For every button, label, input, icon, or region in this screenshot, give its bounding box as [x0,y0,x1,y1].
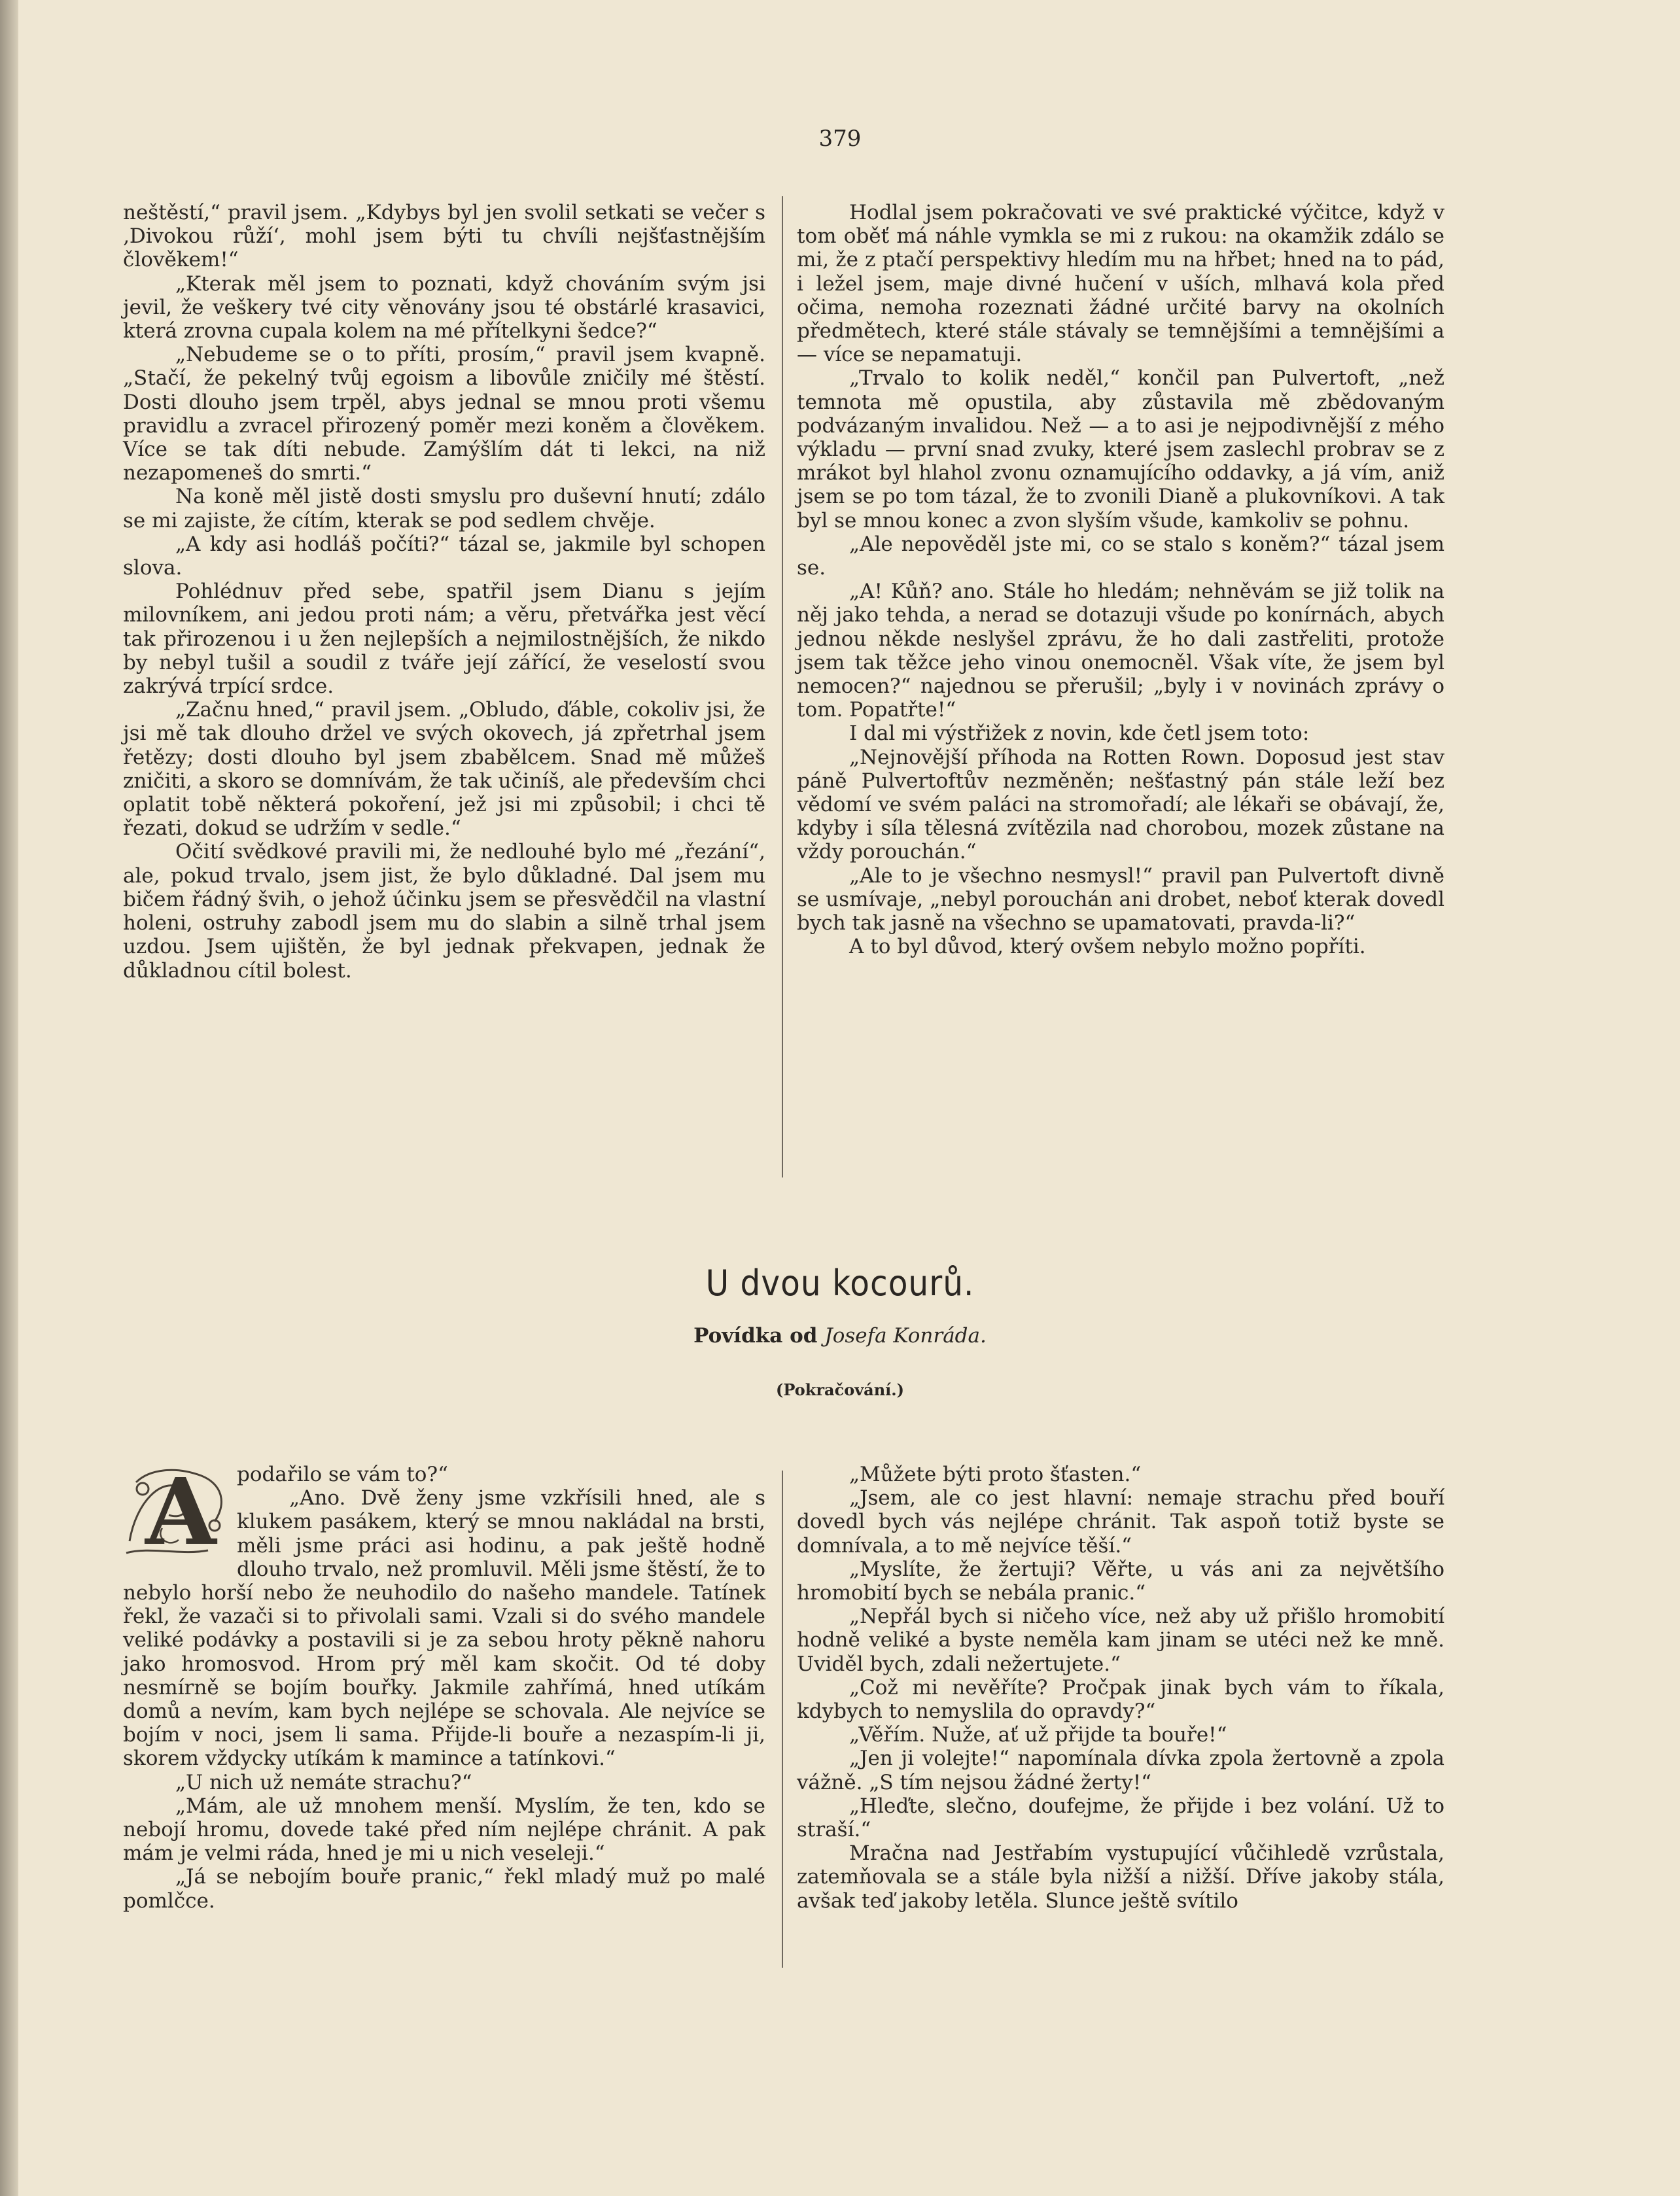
story-left-column [123,1459,765,1913]
ornamental-initial [123,1459,233,1566]
paragraph: „Ale to je všechno nesmysl!“ pravil pan Pulvertoft divně se usmívaje, „nebyl porouchán ani drobet, neboť kterak dovedl bych tak jasně na všechno se upamatovati, pravda-li?“ [797,863,1444,935]
story-title: U dvou kocourů. [705,1263,975,1304]
first-paragraph-text: podařilo se vám to?“ [237,1463,448,1486]
dropcap-letter: A [145,1459,217,1566]
subtitle-prefix: Povídka od [693,1324,818,1348]
top-right-column [797,201,1444,959]
paragraph: „Myslíte, že žertuji? Věřte, u vás ani za největšího hromobití bych se nebála pranic.“ [797,1557,1444,1605]
paragraph: „Nepřál bych si ničeho více, než aby už přišlo hromobití hodně veliké a byste neměla kam jinam se utéci než ke mně. Uviděl bych, zdali nežertujete.“ [797,1605,1444,1676]
paragraph: Na koně měl jistě dosti smyslu pro duševní hnutí; zdálo se mi zajiste, že cítím, kterak se pod sedlem chvěje. [123,485,765,532]
paragraph: „Věřím. Nuže, ať už přijde ta bouře!“ [849,1723,1227,1747]
paragraph: „A kdy asi hodláš počíti?“ tázal se, jakmile byl schopen slova. [123,532,765,580]
paragraph: „Hleďte, slečno, doufejme, že přijde i bez volání. Už to straší.“ [797,1794,1444,1842]
first-paragraph [123,1459,765,1566]
paragraph: „Kterak měl jsem to poznati, když chováním svým jsi jevil, že veškery tvé city věnovány jsou té obstárlé krasavici, která zrovna cupala kolem na mé přítelkyni šedce?“ [123,271,765,343]
page-edge [0,0,18,2196]
paragraph: „Můžete býti proto šťasten.“ [849,1463,1142,1486]
paragraph: „Trvalo to kolik neděl,“ končil pan Pulvertoft, „než temnota mě opustila, aby zůstavila mě zbědovaným podvázaným invalidou. Než — a to asi je nejpodivnější z mého výkladu — první snad zvuky, které jsem zaslechl probrav se z mrákot byl hlahol zvonu oznamujícího oddavky, a já vím, aniž jsem se po tom tázal, že to zvonili Dianě a plukovníkovi. A tak byl se mnou konec a zvon slyším všude, kamkoliv se pohnu. [797,366,1444,532]
paragraph: „U nich už nemáte strachu?“ [175,1770,472,1794]
paragraph: „Ano. Dvě ženy jsme vzkřísili hned, ale s klukem pasákem, který se mnou nakládal na brsti, měli jsme práci asi hodinu, a pak ještě hodně dlouho trvalo, než promluvil. Měli jsme štěstí, že to nebylo horší nebo že neuhodilo do našeho mandele. Tatínek řekl, že vazači si to přivolali sami. Vzali si do svého mandele veliké podávky a postavili si je za sebou hroty pěkně nahoru jako hromosvod. Hrom prý měl kam skočit. Od té doby nesmírně se bojím bouřky. Jakmile zahřímá, hned utíkám domů a nevím, kam bych nejlépe se schovala. Ale nejvíce se bojím v noci, jsem li sama. Přijde-li bouře a nezaspím-li ji, skorem vždycky utíkám k mamince a tatínkovi.“ [123,1486,765,1771]
paragraph: „Začnu hned,“ pravil jsem. „Obludo, ďáble, cokoliv jsi, že jsi mě tak dlouho držel ve svých okovech, já zpřetrhal jsem řetězy; dosti dlouho byl jsem zbabělcem. Snad mě můžeš zničiti, a skoro se domnívám, že tak učiníš, ale především chci oplatit tobě některá pokoření, jež jsi mi způsobil; i chci tě řezati, dokud se udržím v sedle.“ [123,698,765,841]
paragraph: neštěstí,“ pravil jsem. „Kdybys byl jen svolil setkati se večer s ‚Divokou růží‘, mohl jsem býti tu chvíli nejšťastnějším člověkem!“ [123,201,765,272]
paragraph: Očití svědkové pravili mi, že nedlouhé bylo mé „řezání“, ale, pokud trvalo, jsem jist, že bylo důkladné. Dal jsem mu bičem řádný švih, o jehož účinku jsem se přesvědčil na vlastní holeni, ostruhy zabodl jsem mu do slabin a silně trhal jsem uzdou. Jsem ujištěn, že byl jednak překvapen, jednak že důkladnou cítil bolest. [123,840,765,983]
paragraph: „Já se nebojím bouře pranic,“ řekl mladý muž po malé pomlčce. [123,1865,765,1913]
paragraph: Hodlal jsem pokračovati ve své praktické výčitce, když v tom oběť má náhle vymkla se mi z rukou: na okamžik zdálo se mi, že z ptačí perspektivy hledím mu na hřbet; hned na to pád, i ležel jsem, maje divné hučení v uších, mlhavá kola před očima, nemoha rozeznati žádné určité barvy na okolních předmětech, které stále stávaly se temnějšími a temnějšími a — více se nepamatuji. [797,201,1444,367]
column-divider-bottom [782,1471,783,1968]
paragraph: „Nebudeme se o to příti, prosím,“ pravil jsem kvapně. „Stačí, že pekelný tvůj egoism a libovůle zničily mé štěstí. Dosti dlouho jsem trpěl, abys jednal se mnou proti všemu pravidlu a zvracel přirozený poměr mezi koněm a člověkem. Více se tak díti nebude. Zamýšlím dát ti lekci, na niž nezapomeneš do smrti.“ [123,343,765,485]
page-number: 379 [818,126,862,152]
paragraph: „Což mi nevěříte? Pročpak jinak bych vám to říkala, kdybych to nemyslila do opravdy?“ [797,1675,1444,1724]
paragraph: „Ale nepověděl jste mi, co se stalo s koněm?“ tázal jsem se. [797,532,1444,580]
paragraph: I dal mi výstřižek z novin, kde četl jsem toto: [849,722,1310,746]
paragraph: „A! Kůň? ano. Stále ho hledám; nehněvám se již tolik na něj jako tehda, a nerad se dotazuji všude po konírnách, abych jednou někde neslyšel zprávu, že ho dali zastřeliti, protože jsem tak těžce jeho vinou onemocněl. Však víte, že jsem byl nemocen?“ najednou se přerušil; „byly i v novinách zprávy o tom. Popatřte!“ [797,580,1444,722]
story-author: Josefa Konráda. [824,1324,987,1348]
paragraph: A to byl důvod, který ovšem nebylo možno popříti. [849,935,1366,959]
story-right-column [797,1463,1444,1913]
story-subtitle [0,1324,1680,1348]
paragraph: Mračna nad Jestřabím vystupující vůčihledě vzrůstala, zatemňovala se a stále byla nižší a nižší. Dříve jakoby stála, avšak teď jakoby letěla. Slunce ještě svítilo [797,1841,1444,1913]
paragraph: „Jsem, ale co jest hlavní: nemaje strachu před bouří dovedl bych vás nejlépe chránit. Tak aspoň totiž byste se domnívala, a to mě nejvíce těší.“ [797,1486,1444,1558]
paragraph: „Mám, ale už mnohem menší. Myslím, že ten, kdo se nebojí hromu, dovede také před ním nejlépe chránit. A pak mám je velmi ráda, hned je mi u nich veseleji.“ [123,1794,765,1866]
column-divider-top [782,196,783,1177]
paragraph: „Jen ji volejte!“ napomínala dívka zpola žertovně a zpola vážně. „S tím nejsou žádné žerty!“ [797,1747,1444,1794]
top-left-column [123,201,765,983]
paragraph: Pohlédnuv před sebe, spatřil jsem Dianu s jejím milovníkem, ani jedou proti nám; a věru, přetvářka jest věcí tak přirozenou i u žen nejlepších a nejmilostnějších, že nikdo by nebyl tušil a soudil z tváře její zářící, že veselostí svou zakrývá trpící srdce. [123,580,765,699]
paragraph: „Nejnovější příhoda na Rotten Rown. Doposud jest stav páně Pulvertoftův nezměněn; nešťastný pán stále leží bez vědomí ve svém paláci na stromořadí; ale lékaři se obávají, že, kdyby i síla tělesná zvítězila nad chorobou, mozek zůstane na vždy porouchán.“ [797,745,1444,864]
continued-note: (Pokračování.) [776,1380,904,1399]
